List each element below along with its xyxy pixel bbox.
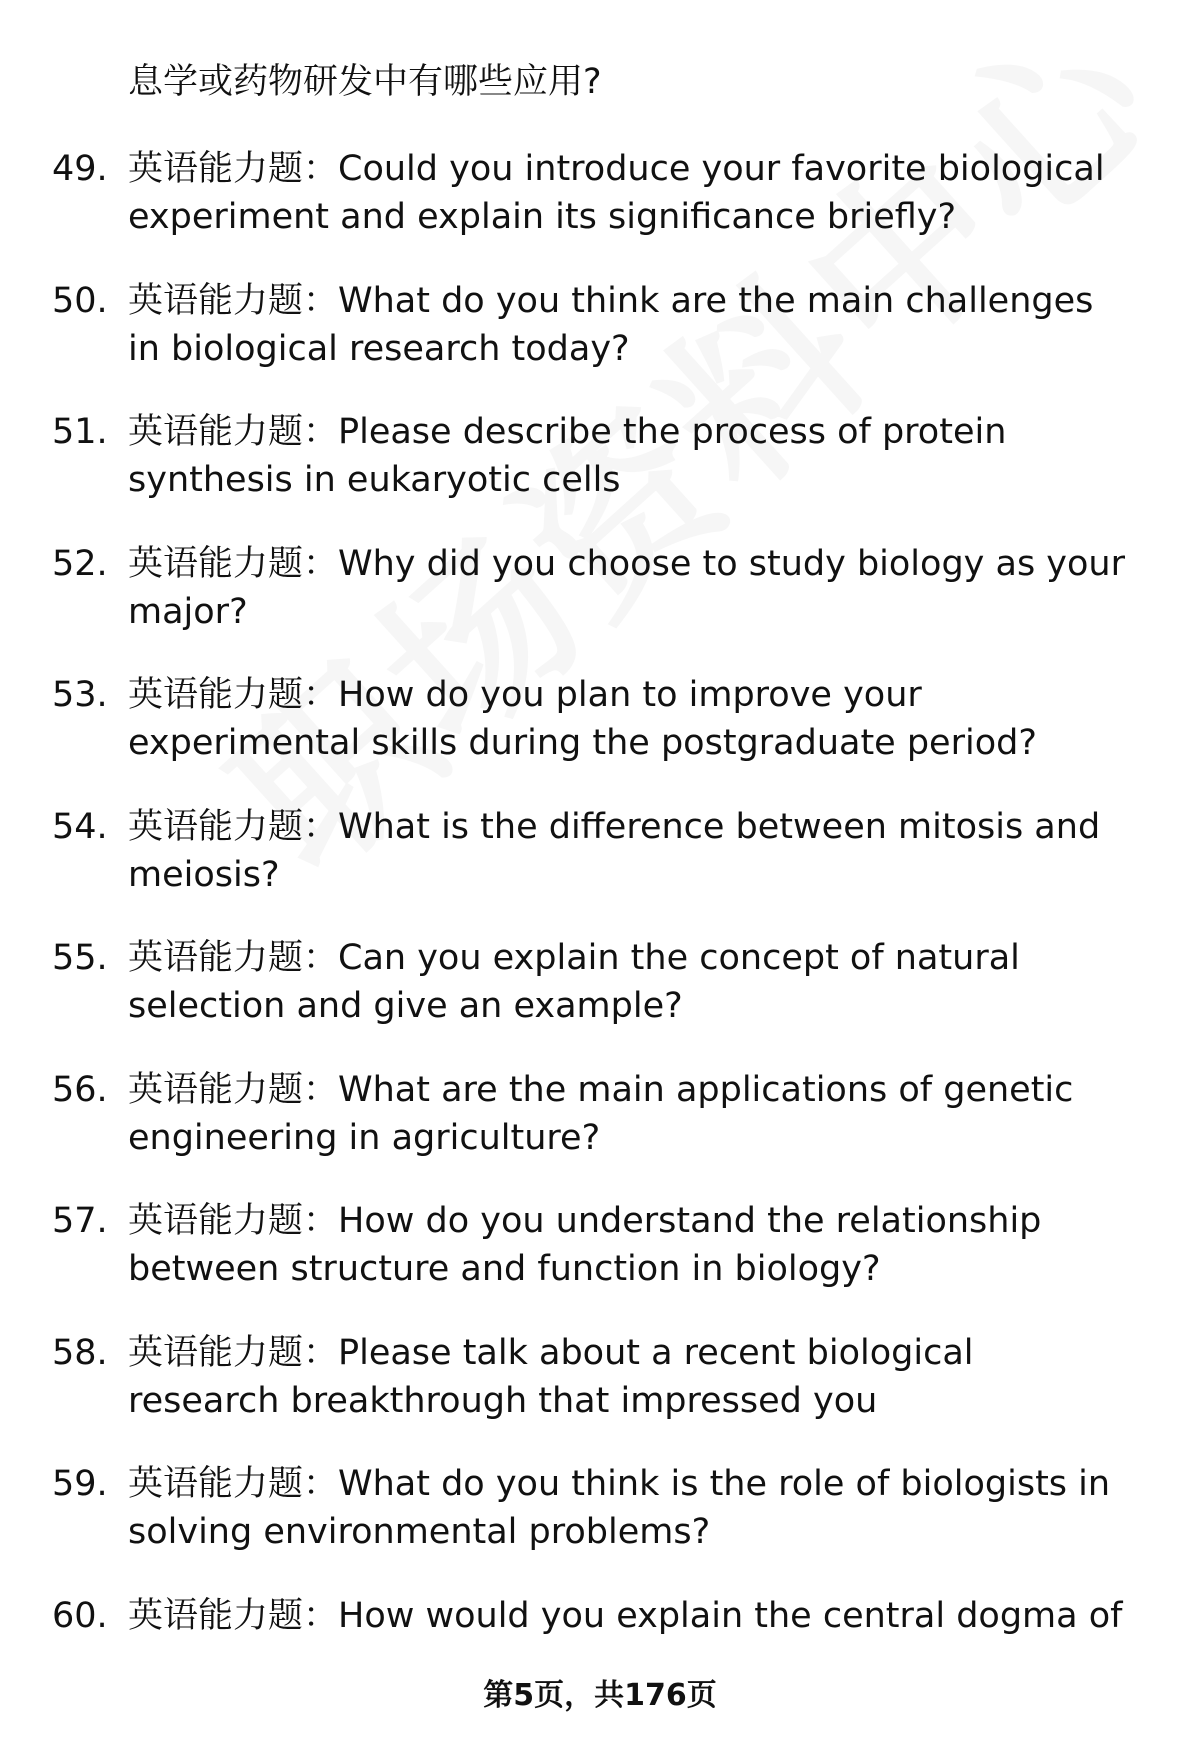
- question-number: 55.: [52, 938, 108, 978]
- question-number: 56.: [52, 1069, 108, 1110]
- question-item: [0, 671, 1200, 803]
- question-number: 54.: [52, 806, 108, 847]
- question-number: 50.: [52, 280, 108, 321]
- question-number: 57.: [52, 1201, 108, 1241]
- question-item: [0, 408, 1200, 540]
- question-text: 英语能力题：Can you explain the concept of natural selection and give an example?: [128, 938, 1020, 1026]
- question-item: [0, 934, 1200, 1066]
- question-item: [0, 540, 1200, 672]
- question-number: 51.: [52, 412, 108, 452]
- question-number: 52.: [52, 543, 108, 584]
- question-number: 49.: [52, 149, 108, 189]
- question-item: [0, 277, 1200, 409]
- question-text: 英语能力题：Could you introduce your favorite biological experiment and explain its significance briefly?: [128, 149, 1105, 237]
- question-list: [0, 145, 1200, 1723]
- question-item: [0, 1197, 1200, 1329]
- question-text: 英语能力题：Why did you choose to study biology as your major?: [128, 543, 1126, 632]
- question-text: 英语能力题：What do you think are the main challenges in biological research today?: [128, 280, 1094, 369]
- question-text: 英语能力题：How do you plan to improve your experimental skills during the postgraduate period?: [128, 675, 1037, 763]
- continuation-text: 息学或药物研发中有哪些应用?: [128, 62, 602, 102]
- question-text: 英语能力题：What are the main applications of genetic engineering in agriculture?: [128, 1069, 1074, 1158]
- page-footer: 第5页，共176页: [483, 1678, 717, 1713]
- question-number: 59.: [52, 1464, 108, 1504]
- question-text: 英语能力题：What do you think is the role of biologists in solving environmental problems?: [128, 1464, 1111, 1552]
- question-text: 英语能力题：How do you understand the relationship between structure and function in biology?: [128, 1201, 1042, 1289]
- question-number: 53.: [52, 675, 108, 715]
- question-item: [0, 803, 1200, 935]
- question-number: 58.: [52, 1332, 108, 1373]
- question-item: [0, 1329, 1200, 1461]
- question-number: 60.: [52, 1595, 108, 1636]
- question-text: 英语能力题：Please describe the process of protein synthesis in eukaryotic cells: [128, 412, 1007, 500]
- question-item: [0, 1066, 1200, 1198]
- question-item: [0, 1460, 1200, 1592]
- question-text: 英语能力题：Please talk about a recent biological research breakthrough that impressed you: [128, 1332, 974, 1421]
- question-text: 英语能力题：How would you explain the central dogma of: [128, 1595, 1123, 1636]
- question-text: 英语能力题：What is the difference between mitosis and meiosis?: [128, 806, 1101, 895]
- question-item: [0, 145, 1200, 277]
